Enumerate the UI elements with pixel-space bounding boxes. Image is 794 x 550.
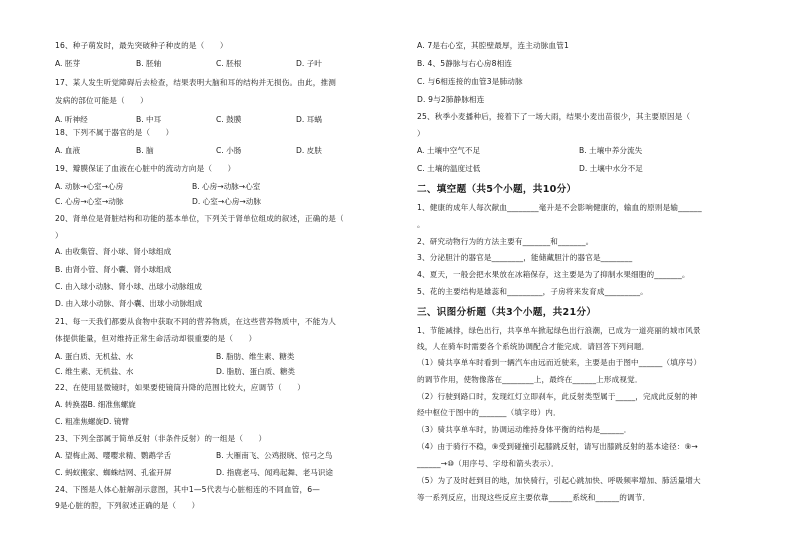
q20-stem-line1: 20、肾单位是肾脏结构和功能的基本单位，下列关于肾单位组成的叙述，正确的是（ <box>55 214 344 223</box>
q25-option-d: D. 土壤中水分不足 <box>579 164 643 173</box>
q16-option-a: A. 胚芽 <box>55 59 81 68</box>
q18-stem: 18、下列不属于器官的是（ ） <box>55 128 174 137</box>
q24-option-a: A. 7是右心室，其腔壁最厚，连主动脉血管1 <box>417 41 569 50</box>
q17-option-b: B. 中耳 <box>136 115 162 124</box>
q24-stem-line2: 9是心脏的腔，下列叙述正确的是（ ） <box>55 501 200 510</box>
q18-option-a: A. 血液 <box>55 146 81 155</box>
analysis-q2-line2: 经中枢位于图中的_______（填字母）内． <box>417 408 561 417</box>
q24-option-d: D. 9与2肺静脉相连 <box>417 95 485 104</box>
fill-q3: 3、分泌胆汁的器官是________，能储藏胆汁的器官是________ <box>417 253 633 262</box>
q19-option-d: D. 心室→心房→动脉 <box>192 197 261 206</box>
q16-option-c: C. 胚根 <box>216 59 242 68</box>
q25-stem-line1: 25、秋季小麦播种后，接着下了一场大雨，结果小麦出苗很少，其主要原因是（ <box>417 112 691 121</box>
analysis-intro-line1: 1、节能减排，绿色出行，共享单车掀起绿色出行浪潮，已成为一道亮丽的城市风景 <box>417 326 701 335</box>
q17-option-c: C. 鼓膜 <box>216 115 242 124</box>
q17-stem-line2: 发病的部位可能是（ ） <box>55 96 148 105</box>
q20-option-b: B. 由肾小管、肾小囊、肾小球组成 <box>55 265 172 274</box>
q21-option-c: C. 维生素、无机盐、水 <box>55 367 134 376</box>
q22-options-ab: A. 转换器B. 细准焦螺旋 <box>55 400 136 409</box>
q24-stem-line1: 24、下图是人体心脏解剖示意图，其中1—5代表与心脏相连的不同血管，6— <box>55 485 320 494</box>
analysis-q5-line1: （5）为了及时赶到目的地，加快骑行，引起心跳加快、呼吸频率增加、肺活量增大 <box>417 476 701 485</box>
q20-stem-line2: ） <box>55 231 63 240</box>
q19-stem: 19、瓣膜保证了血液在心脏中的流动方向是（ ） <box>55 164 236 173</box>
fill-q1-tail: 。 <box>417 220 425 229</box>
q17-stem-line1: 17、某人发生听觉障碍后去检查，结果表明大脑和耳的结构并无损伤。由此，推测 <box>55 78 336 87</box>
q19-option-c: C. 心房→心室→动脉 <box>55 197 124 206</box>
q20-option-a: A. 由收集管、肾小球、肾小球组成 <box>55 247 172 256</box>
q25-stem-line2: ） <box>417 129 425 138</box>
q25-option-b: B. 土壤中养分流失 <box>579 146 643 155</box>
analysis-q3: （3）骑共享单车时，协调运动维持身体平衡的结构是______． <box>417 425 632 434</box>
q25-option-a: A. 土壤中空气不足 <box>417 146 481 155</box>
q18-option-c: C. 小肠 <box>216 146 242 155</box>
q23-option-c: C. 蚂蚁搬家、蜘蛛结网、孔雀开屏 <box>55 468 172 477</box>
q22-options-cd: C. 粗准焦螺旋D. 镜臂 <box>55 417 129 426</box>
q19-option-a: A. 动脉→心室→心房 <box>55 182 124 191</box>
analysis-q1-line2: 的调节作用，使物像落在________上，最终在______上形成视觉． <box>417 375 643 384</box>
q24-option-c: C. 与6相连接的血管3是肺动脉 <box>417 77 523 86</box>
q16-option-d: D. 子叶 <box>296 59 322 68</box>
q17-option-d: D. 耳蜗 <box>296 115 322 124</box>
q17-option-a: A. 听神经 <box>55 115 88 124</box>
q21-option-d: D. 脂肪、蛋白质、糖类 <box>216 367 296 376</box>
q23-option-a: A. 望梅止渴、嘤嘤求精、鹦鹉学舌 <box>55 451 172 460</box>
q25-option-c: C. 土壤的温度过低 <box>417 164 481 173</box>
q24-option-b: B. 4、5静脉与右心房8相连 <box>417 59 513 68</box>
analysis-q4-line1: （4）由于骑行不稳，⑨受到碰撞引起膝跳反射，请写出膝跳反射的基本途径：⑨→ <box>417 442 698 451</box>
q19-option-b: B. 心房→动脉→心室 <box>192 182 261 191</box>
fill-q5: 5、花的主要结构是雄蕊和_________，子房将来发育成_________。 <box>417 287 648 296</box>
q21-option-b: B. 脂肪、维生素、糖类 <box>216 352 295 361</box>
fill-q2: 2、研究动物行为的方法主要有_______和_______。 <box>417 237 594 246</box>
q18-option-b: B. 脑 <box>136 146 154 155</box>
fill-q4: 4、夏天，一般会把水果放在冰箱保存，这主要是为了抑制水果细胞的_______。 <box>417 270 690 279</box>
q23-option-b: B. 大雁南飞、公鸡报晓、惊弓之鸟 <box>216 451 333 460</box>
q20-option-c: C. 由入球小动脉、肾小球、出球小动脉组成 <box>55 282 202 291</box>
q18-option-d: D. 皮肤 <box>296 146 322 155</box>
q20-option-d: D. 由入球小动脉、肾小囊、出球小动脉组成 <box>55 299 203 308</box>
analysis-q1-line1: （1）骑共享单车时看到一辆汽车由远而近驶来，主要是由于图中______（填序号） <box>417 358 702 367</box>
section-2-title: 二、填空题（共5个小题，共10分） <box>417 184 577 195</box>
q16-option-b: B. 胚轴 <box>136 59 162 68</box>
q21-option-a: A. 蛋白质、无机盐、水 <box>55 352 134 361</box>
section-3-title: 三、识图分析题（共3个小题，共21分） <box>417 307 597 318</box>
q23-option-d: D. 指鹿老马、闻鸡起舞、老马识途 <box>216 468 333 477</box>
q16-stem: 16、种子萌发时，最先突破种子种皮的是（ ） <box>55 41 228 50</box>
q23-stem: 23、下列全部属于简单反射（非条件反射）的一组是（ ） <box>55 434 267 443</box>
analysis-q5-line2: 等一系列反应，出现这些反应主要依靠______系统和______的调节． <box>417 493 651 502</box>
analysis-q4-line2: ______→⑩（用序号、字母和箭头表示）． <box>417 459 559 468</box>
analysis-intro-line2: 线，人在骑车时需要各个系统协调配合才能完成．请回答下列问题． <box>417 342 650 351</box>
fill-q1: 1、健康的成年人每次献血________毫升是不会影响健康的，输血的原则是输______ <box>417 203 702 212</box>
q22-stem: 22、在使用显微镜时，如果要使镜筒升降的范围比较大，应调节（ ） <box>55 383 306 392</box>
analysis-q2-line1: （2）行驶到路口时，发现红灯立即刹车，此反射类型属于_____，完成此反射的神 <box>417 392 698 401</box>
q21-stem-line2: 体提供能量，但对维持正常生命活动却很重要的是（ ） <box>55 334 257 343</box>
q21-stem-line1: 21、每一天我们都要从食物中获取不同的营养物质，在这些营养物质中，不能为人 <box>55 317 336 326</box>
